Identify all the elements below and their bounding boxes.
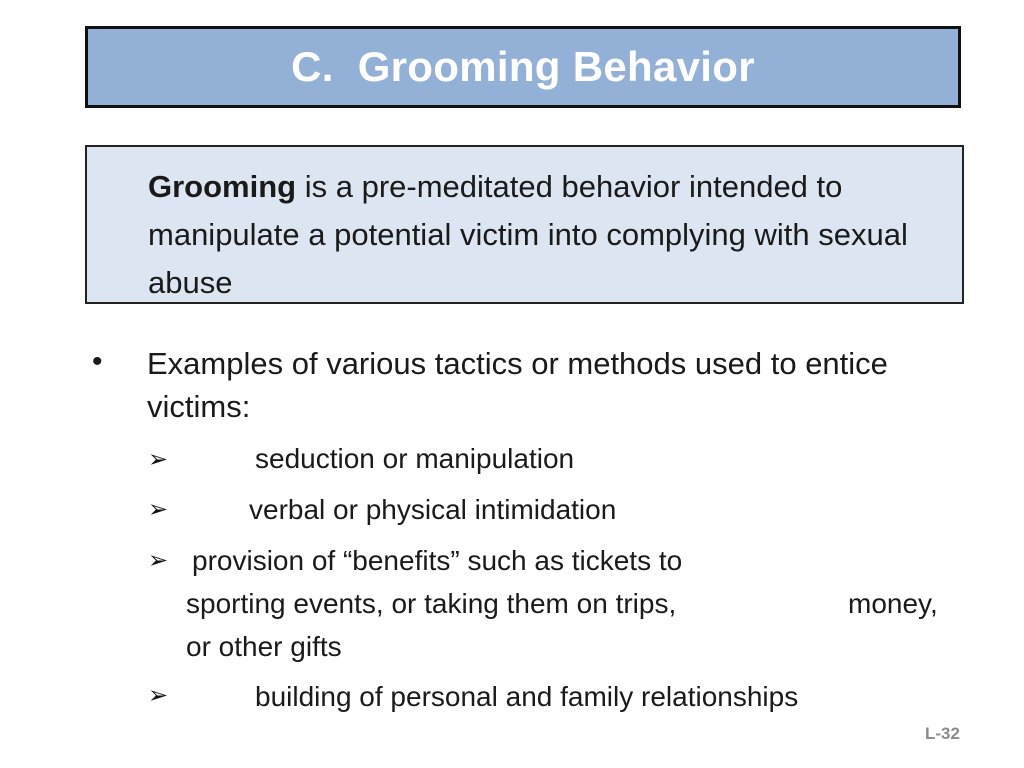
slide-title: C. Grooming Behavior xyxy=(291,43,755,90)
definition-text xyxy=(148,163,948,307)
sub-item-benefits-line3: or other gifts xyxy=(186,631,342,662)
arrow-bullet-icon: ➢ xyxy=(148,547,169,574)
arrow-bullet-icon: ➢ xyxy=(148,682,169,709)
definition-term: Grooming xyxy=(148,169,297,204)
sub-item-benefits-line1: provision of “benefits” such as tickets to xyxy=(192,545,683,576)
bullet-text: Examples of various tactics or methods used to entice victims: xyxy=(147,346,888,424)
sub-item-intimidation: verbal or physical intimidation xyxy=(249,494,617,525)
slide-title-box xyxy=(85,26,961,108)
sub-item-benefits-money: money, xyxy=(848,588,938,619)
sub-item-relationships: building of personal and family relationships xyxy=(255,681,799,712)
definition-body: is a pre-meditated behavior intended to manipulate a potential victim into complying with sexual abuse xyxy=(148,169,908,300)
arrow-bullet-icon: ➢ xyxy=(148,496,169,523)
sub-item-benefits-line2: sporting events, or taking them on trips, xyxy=(186,588,677,619)
sub-item-seduction: seduction or manipulation xyxy=(255,443,575,474)
definition-box xyxy=(85,145,964,304)
slide-number: L-32 xyxy=(925,724,960,743)
arrow-bullet-icon: ➢ xyxy=(148,446,169,473)
bullet-marker: • xyxy=(92,345,103,378)
